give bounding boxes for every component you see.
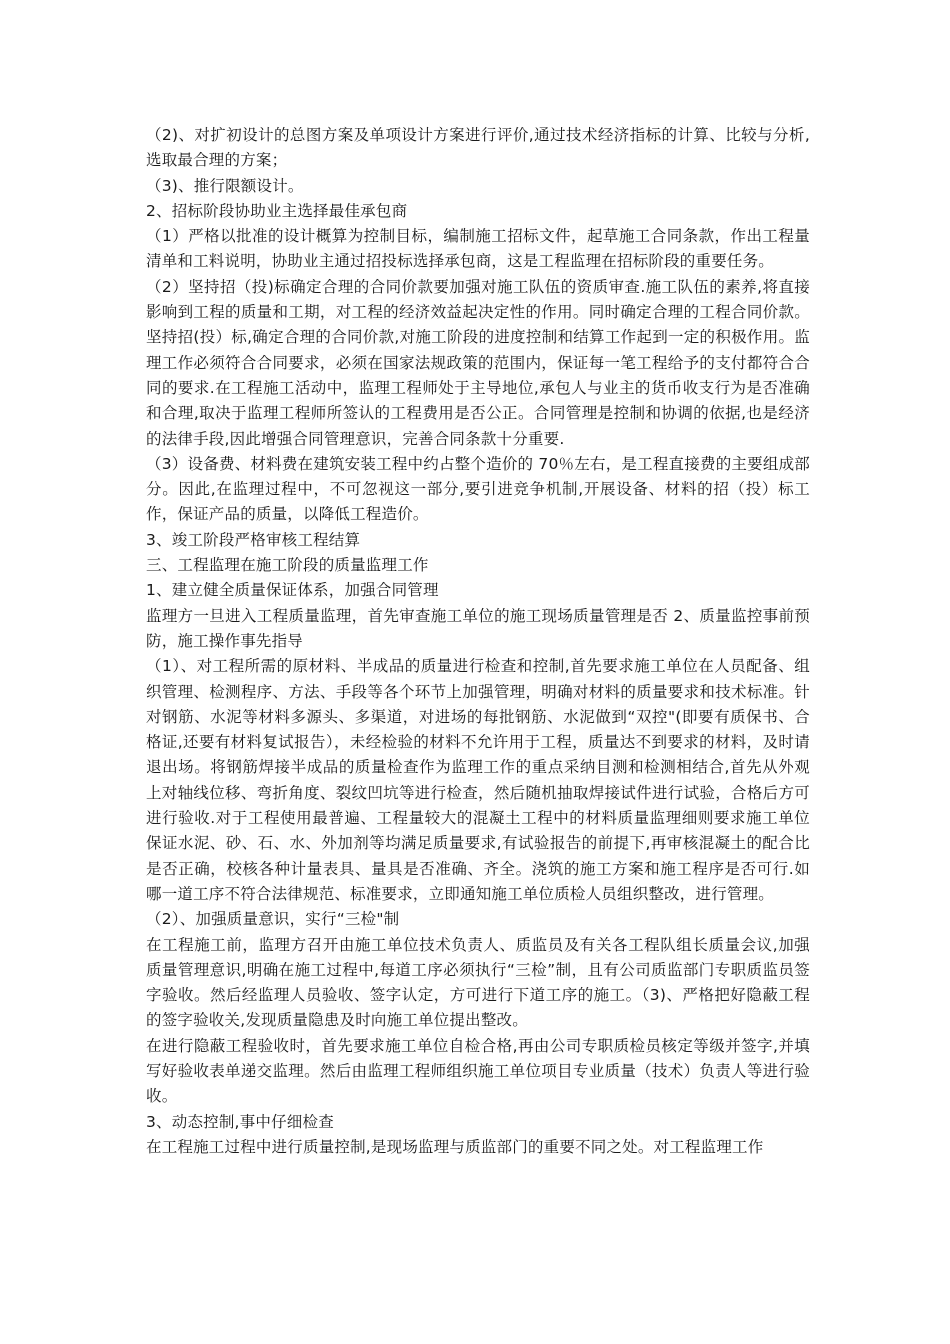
heading-quality-system: 1、建立健全质量保证体系，加强合同管理 [146, 581, 439, 600]
heading-section-three: 三、工程监理在施工阶段的质量监理工作 [146, 556, 429, 575]
document-body [146, 123, 810, 1160]
heading-completion-settlement: 3、竣工阶段严格审核工程结算 [146, 530, 361, 549]
heading-dynamic-control: 3、动态控制,事中仔细检查 [146, 1112, 334, 1131]
heading-bidding-stage: 2、招标阶段协助业主选择最佳承包商 [146, 201, 408, 220]
paragraph-equipment-materials: （3）设备费、材料费在建筑安装工程中约占整个造价的 70％左右，是工程直接费的主要组成部分。因此,在监理过程中，不可忽视这一部分,要引进竞争机制,开展设备、材料的招（投）标工作，保证产品的质量，以降低工程造价。 [146, 454, 810, 524]
paragraph-quality-monitoring: 监理方一旦进入工程质量监理，首先审查施工单位的施工现场质量管理是否 2、质量监控事前预防，施工操作事先指导 [146, 606, 810, 650]
paragraph-bidding-documents: （1）严格以批准的设计概算为控制目标，编制施工招标文件，起草施工合同条款，作出工程量清单和工料说明，协助业主通过招投标选择承包商，这是工程监理在招标阶段的重要任务。 [146, 227, 810, 271]
paragraph-concealed-works: 在进行隐蔽工程验收时，首先要求施工单位自检合格,再由公司专职质检员核定等级并签字,并填写好验收表单递交监理。然后由监理工程师组织施工单位项目专业质量（技术）负责人等进行验收。 [146, 1036, 810, 1106]
paragraph-quality-meeting: 在工程施工前，监理方召开由施工单位技术负责人、质监员及有关各工程队组长质量会议,加强质量管理意识,明确在施工过程中,每道工序必须执行“三检”制，且有公司质监部门专职质监员签字验收。然后经监理人员验收、签字认定，方可进行下道工序的施工。（3)、严格把好隐蔽工程的签字验收关,发现质量隐患及时向施工单位提出整改。 [146, 935, 810, 1030]
paragraph-design-evaluation: （2)、对扩初设计的总图方案及单项设计方案进行评价,通过技术经济指标的计算、比较与分析,选取最合理的方案； [146, 126, 810, 170]
paragraph-process-control: 在工程施工过程中进行质量控制,是现场监理与质监部门的重要不同之处。对工程监理工作 [146, 1137, 764, 1156]
paragraph-quota-design: （3)、推行限额设计。 [146, 176, 304, 195]
heading-three-checks: （2）、加强质量意识，实行“三检"制 [146, 910, 400, 929]
paragraph-raw-material-control: （1）、对工程所需的原材料、半成品的质量进行检查和控制,首先要求施工单位在人员配备、组织管理、检测程序、方法、手段等各个环节上加强管理，明确对材料的质量要求和技术标准。针对钢筋、水泥等材料多源头、多渠道，对进场的每批钢筋、水泥做到“双控"(即要有质保书、合格证,还要有材料复试报告），未经检验的材料不允许用于工程，质量达不到要求的材料，及时请退出场。将钢筋焊接半成品的质量检查作为监理工作的重点采纳目测和检测相结合,首先从外观上对轴线位移、弯折角度、裂纹凹坑等进行检查，然后随机抽取焊接试件进行试验，合格后方可进行验收.对于工程使用最普遍、工程量较大的混凝土工程中的材料质量监理细则要求施工单位保证水泥、砂、石、水、外加剂等均满足质量要求,有试验报告的前提下,再审核混凝土的配合比是否正确，校核各种计量表具、量具是否准确、齐全。浇筑的施工方案和施工程序是否可行.如哪一道工序不符合法律规范、标准要求，立即通知施工单位质检人员组织整改，进行管理。 [146, 657, 810, 903]
paragraph-contract-price: （2）坚持招（投)标确定合理的合同价款要加强对施工队伍的资质审查.施工队伍的素养,将直接影响到工程的质量和工期，对工程的经济效益起决定性的作用。同时确定合理的工程合同价款。坚持招(投）标,确定合理的合同价款,对施工阶段的进度控制和结算工作起到一定的积极作用。监理工作必须符合合同要求，必须在国家法规政策的范围内，保证每一笔工程给予的支付都符合合同的要求.在工程施工活动中，监理工程师处于主导地位,承包人与业主的货币收支行为是否准确和合理,取决于监理工程师所签认的工程费用是否公正。合同管理是控制和协调的依据,也是经济的法律手段,因此增强合同管理意识，完善合同条款十分重要. [146, 277, 810, 448]
